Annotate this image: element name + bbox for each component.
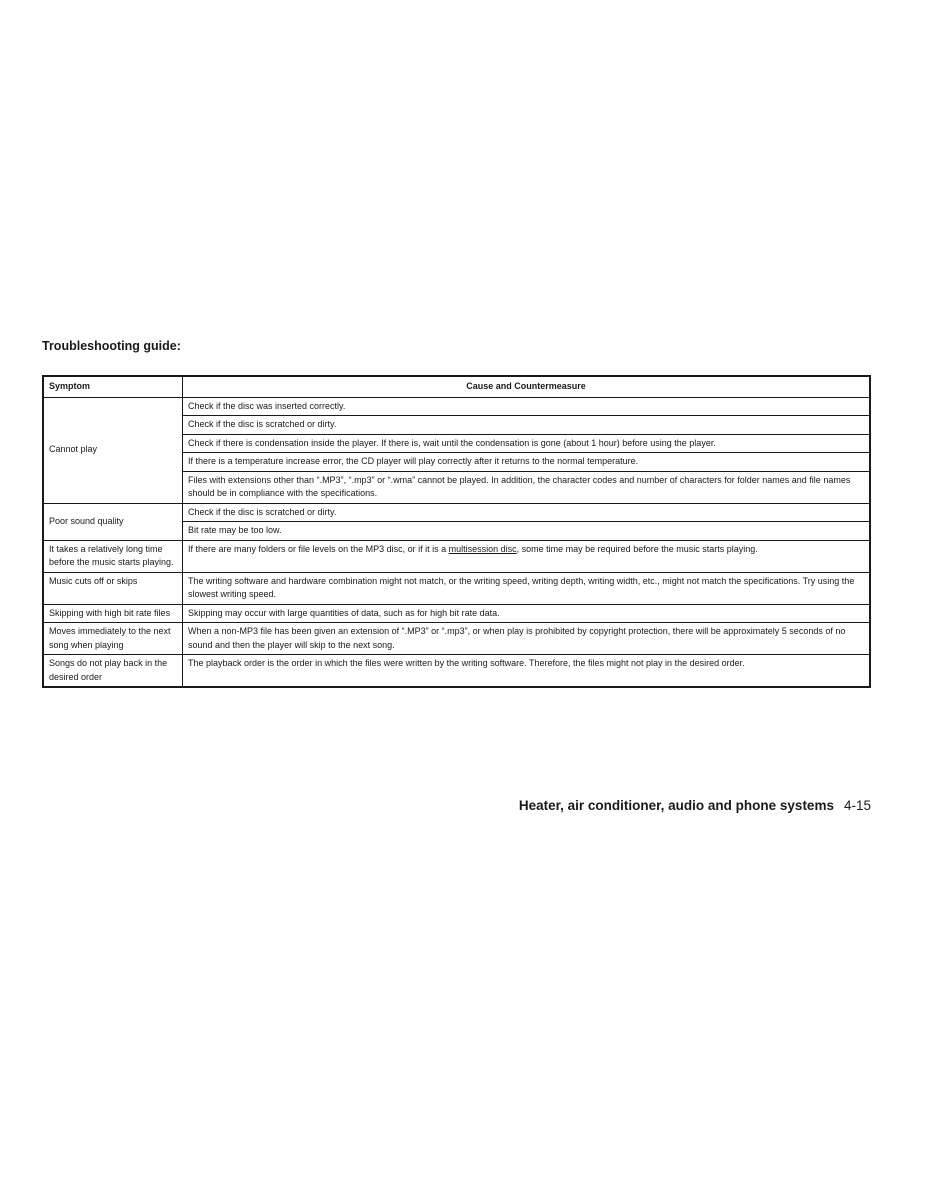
cause-cell: When a non-MP3 file has been given an extension of “.MP3” or “.mp3”, or when play is prohibited by copyright protection, there will be approximately 5 seconds of no sound and then the player will skip to the next song. (183, 623, 871, 655)
table-row (43, 623, 870, 655)
cause-cell: Skipping may occur with large quantities of data, such as for high bit rate data. (183, 604, 871, 623)
symptom-cell: Songs do not play back in the desired order (43, 655, 183, 688)
cause-cell: The playback order is the order in which the files were written by the writing software. Therefore, the files might not play in the desired order. (183, 655, 871, 688)
page-number: 4-15 (843, 798, 871, 813)
cause-column-header: Cause and Countermeasure (183, 376, 871, 397)
cause-text: If there are many folders or file levels on the MP3 disc, or if it is a (188, 543, 449, 554)
section-heading: Troubleshooting guide: (42, 339, 181, 353)
multisession-disc-link[interactable]: multisession disc (448, 543, 517, 554)
cause-cell: Check if there is condensation inside the player. If there is, wait until the condensation is gone (about 1 hour) before using the player. (183, 434, 871, 453)
footer-section-title: Heater, air conditioner, audio and phone systems (518, 798, 834, 813)
table-row (43, 655, 870, 688)
table-header-row (43, 376, 870, 397)
cause-cell: Bit rate may be too low. (183, 522, 871, 541)
table-row (43, 540, 870, 572)
symptom-cell: Poor sound quality (43, 503, 183, 540)
symptom-cell: It takes a relatively long time before the music starts playing. (43, 540, 183, 572)
table-row (43, 397, 870, 416)
cause-cell: The writing software and hardware combination might not match, or the writing speed, writing depth, writing width, etc., might not match the specifications. Try using the slowest writing speed. (183, 572, 871, 604)
table-row (43, 572, 870, 604)
table-row (43, 503, 870, 522)
symptom-cell: Moves immediately to the next song when playing (43, 623, 183, 655)
cause-cell (183, 540, 871, 572)
page-footer (519, 798, 871, 813)
cause-cell: Check if the disc is scratched or dirty. (183, 503, 871, 522)
symptom-cell: Skipping with high bit rate files (43, 604, 183, 623)
cause-cell: Check if the disc is scratched or dirty. (183, 416, 871, 435)
cause-cell: Files with extensions other than “.MP3”, “.mp3” or “.wma” cannot be played. In addition, the character codes and number of characters for folder names and file names should be in compliance with the specifications. (183, 471, 871, 503)
symptom-column-header: Symptom (43, 376, 183, 397)
troubleshooting-table (42, 375, 871, 688)
cause-cell: If there is a temperature increase error, the CD player will play correctly after it returns to the normal temperature. (183, 453, 871, 472)
cause-text: , some time may be required before the music starts playing. (516, 543, 758, 554)
table-row (43, 604, 870, 623)
symptom-cell: Cannot play (43, 397, 183, 503)
symptom-cell: Music cuts off or skips (43, 572, 183, 604)
cause-cell: Check if the disc was inserted correctly. (183, 397, 871, 416)
